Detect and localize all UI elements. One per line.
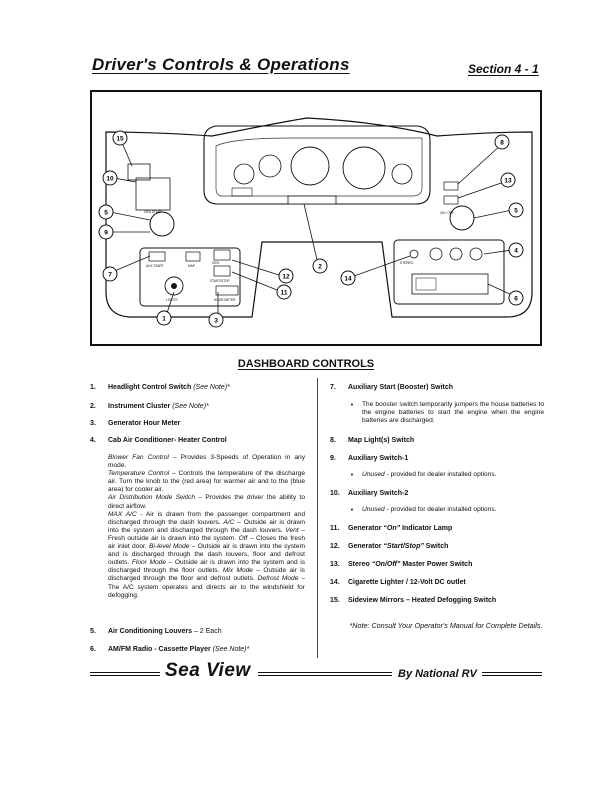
callout-6: [509, 291, 523, 305]
headlight-knob-center: [171, 283, 177, 289]
item-label: Generator Hour Meter: [108, 420, 181, 427]
svg-text:2: 2: [318, 263, 322, 271]
item-number: 2.: [90, 403, 96, 410]
item-number: 8.: [330, 437, 336, 444]
item-label: Headlight Control Switch: [108, 384, 192, 391]
svg-text:5: 5: [514, 207, 518, 215]
footer-rule-right: [482, 672, 542, 676]
item-label: Stereo: [348, 561, 372, 568]
hour-meter: [216, 286, 238, 295]
callout-13: [501, 173, 515, 187]
svg-text:7: 7: [108, 271, 112, 279]
term: Blower Fan Control: [108, 454, 169, 461]
bullet: •: [350, 402, 354, 409]
item-label: Switch: [423, 543, 449, 550]
item-number: 10.: [330, 490, 340, 497]
item-number: 1.: [90, 384, 96, 391]
item-label: Auxiliary Switch-2: [348, 490, 409, 497]
odometer-display: [288, 196, 336, 204]
item-label: Map Light(s) Switch: [348, 437, 415, 444]
item-number: 12.: [330, 543, 340, 550]
item-number: 4.: [90, 437, 96, 444]
callout-15: [113, 131, 127, 145]
desc: – Fresh outside air is drawn into the system.: [108, 526, 306, 542]
term: A/C: [223, 518, 235, 526]
item-note: (See Note)*: [193, 384, 230, 391]
item-number: 13.: [330, 561, 340, 568]
label-start-stop: START/STOP: [210, 279, 230, 283]
footer-rule-middle: [258, 672, 392, 676]
term: Bi-level Mode: [149, 543, 190, 551]
item-label: AM/FM Radio - Cassette Player: [108, 646, 211, 653]
callout-3: [209, 313, 223, 327]
svg-text:13: 13: [504, 177, 512, 185]
label-gen-start: GEN START: [144, 210, 162, 214]
speedometer-gauge: [343, 147, 385, 189]
item-number: 5.: [90, 628, 96, 635]
svg-text:11: 11: [280, 289, 288, 297]
item-label: Air Conditioning Louvers: [108, 628, 192, 635]
item-note: – 2 Each: [193, 628, 222, 635]
right-louver: [450, 206, 474, 230]
item-label: Instrument Cluster: [108, 403, 171, 410]
label-lights: LIGHTS: [166, 298, 178, 302]
aux-switch-1: [444, 182, 458, 190]
blower-knob: [430, 248, 442, 260]
item-label: Generator: [348, 543, 384, 550]
label-on-off: ON / OFF: [440, 211, 454, 215]
term: Mix Mode: [222, 567, 253, 575]
svg-text:4: 4: [514, 247, 518, 255]
cigarette-lighter: [410, 250, 418, 258]
callout-9: [99, 225, 113, 239]
mirror-switch-panel: [136, 178, 170, 210]
radio-cassette: [412, 274, 488, 294]
mode-knob: [470, 248, 482, 260]
bullet-text: - provided for dealer installed options.: [384, 506, 497, 513]
bullet-item: [330, 401, 544, 431]
item-label: Auxiliary Start (Booster) Switch: [348, 384, 454, 391]
callout-14: [341, 271, 355, 285]
svg-text:15: 15: [116, 135, 124, 143]
bullet: •: [350, 472, 354, 479]
page-title: Driver's Controls & Operations: [92, 55, 350, 74]
item-label: Master Power Switch: [400, 561, 473, 568]
item-label: Auxiliary Switch-1: [348, 455, 409, 462]
item-label: Indicator Lamp: [400, 525, 453, 532]
term: MAX A/C: [108, 510, 137, 518]
svg-text:1: 1: [162, 315, 166, 323]
desc: - Air is drawn from the passenger compartment and discharged through the dash louvers.: [108, 510, 305, 526]
desc: – Closes the fresh air inlet door.: [108, 534, 305, 551]
warning-light-cluster: [232, 188, 252, 196]
hvac-description: [108, 454, 305, 600]
item-number: 6.: [90, 646, 96, 653]
gen-on-lamp: [214, 250, 230, 260]
callout-12: [279, 269, 293, 283]
callout-7: [103, 267, 117, 281]
item-label-quoted: “Start/Stop”: [383, 543, 424, 550]
desc: – The A/C system operates and directs air to the windshield for defogging.: [108, 575, 305, 599]
desc: – Provides 3-Speeds of Operation in any mode.: [108, 454, 305, 470]
item-number: 11.: [330, 525, 340, 532]
item-label: Sideview Mirrors – Heated Defogging Switch: [348, 597, 497, 604]
item-number: 9.: [330, 455, 336, 462]
item-number: 3.: [90, 420, 96, 427]
term: Defrost Mode: [257, 575, 299, 583]
footer-maker: By National RV: [398, 668, 477, 680]
temperature-knob: [450, 248, 462, 260]
footer-brand: Sea View: [165, 660, 251, 681]
bullet-text: - provided for dealer installed options.: [384, 471, 497, 478]
desc: – Provides the driver the ability to direct airflow.: [108, 494, 306, 510]
footer-rule-left: [90, 672, 160, 676]
svg-text:5: 5: [104, 209, 108, 217]
term: Unused: [362, 471, 385, 478]
bullet: •: [350, 507, 354, 514]
term: Vent: [285, 526, 299, 534]
item-label: Cigarette Lighter / 12-Volt DC outlet: [348, 579, 466, 586]
column-divider: [317, 378, 318, 658]
item-number: 7.: [330, 384, 336, 391]
item-note: (See Note)*: [172, 403, 209, 410]
desc: – Outside air is drawn into the system and discharged through the dash louvers.: [108, 518, 305, 534]
svg-text:10: 10: [106, 175, 114, 183]
callout-8: [495, 135, 509, 149]
item-number: 14.: [330, 579, 340, 586]
gauge-small-3: [392, 164, 412, 184]
desc: – Controls the temperature of the discharge air. Turn the knob to the (red area) for warmer air and to the (blue area) for cooler air.: [108, 470, 305, 494]
left-louver: [150, 212, 174, 236]
gauge-small-2: [259, 155, 281, 177]
dashboard-controls-heading: DASHBOARD CONTROLS: [237, 358, 375, 370]
bullet-text: The booster switch temporarily jumpers the house batteries to the engine batteries to start the engine when the engine batteries are discharged.: [362, 401, 544, 425]
callout-10: [103, 171, 117, 185]
label-stereo: STEREO: [400, 261, 414, 265]
dashboard-outline: [106, 118, 532, 317]
section-label: Section 4 - 1: [468, 62, 539, 76]
term: Off: [238, 534, 248, 542]
svg-text:8: 8: [500, 139, 504, 147]
term: Air Distribution Mode Switch: [108, 494, 196, 502]
dashboard-drawing: [92, 92, 540, 344]
item-label-quoted: “On/Off”: [371, 561, 401, 568]
callout-2: [313, 259, 327, 273]
item-label-quoted: “On”: [383, 525, 401, 532]
radio-display: [416, 278, 436, 290]
term: Unused: [362, 506, 385, 513]
term: Temperature Control: [108, 470, 170, 478]
desc: – Outside air is drawn into the system and is discharged through the floor outlets.: [108, 559, 306, 575]
dashboard-diagram: [90, 90, 542, 346]
label-aux-start: AUX START: [146, 264, 164, 268]
map-light-switch: [186, 252, 200, 261]
item-label: Cab Air Conditioner- Heater Control: [108, 437, 227, 444]
label-hour-meter: HOUR METER: [214, 298, 236, 302]
svg-text:6: 6: [514, 295, 518, 303]
aux-switch-2: [444, 196, 458, 204]
footnote: *Note: Consult Your Operator's Manual for Complete Details.: [349, 621, 543, 630]
callout-5-left: [99, 205, 113, 219]
tachometer-gauge: [291, 147, 329, 185]
callout-leaders: [110, 135, 514, 318]
item-number: 15.: [330, 597, 340, 604]
desc: – Outside air is discharged through the floor and defrost outlets.: [108, 567, 305, 583]
label-map: MAP: [188, 264, 195, 268]
svg-text:3: 3: [214, 317, 218, 325]
aux-start-switch: [149, 252, 165, 261]
gen-start-stop-switch: [214, 266, 230, 276]
svg-text:14: 14: [344, 275, 352, 283]
callout-5-right: [509, 203, 523, 217]
callout-1: [157, 311, 171, 325]
gauge-small-1: [234, 164, 254, 184]
item-label: Generator: [348, 525, 384, 532]
instrument-cluster-face: [216, 138, 422, 196]
callout-4: [509, 243, 523, 257]
svg-text:12: 12: [282, 273, 290, 281]
term: Floor Mode: [131, 559, 167, 567]
callout-11: [277, 285, 291, 299]
svg-text:9: 9: [104, 229, 108, 237]
label-gen: GEN: [212, 261, 219, 265]
desc: – Outside air is drawn into the system and is discharged through the dash louvers, floor and defrost outlets.: [108, 543, 305, 567]
item-note: (See Note)*: [212, 646, 250, 653]
